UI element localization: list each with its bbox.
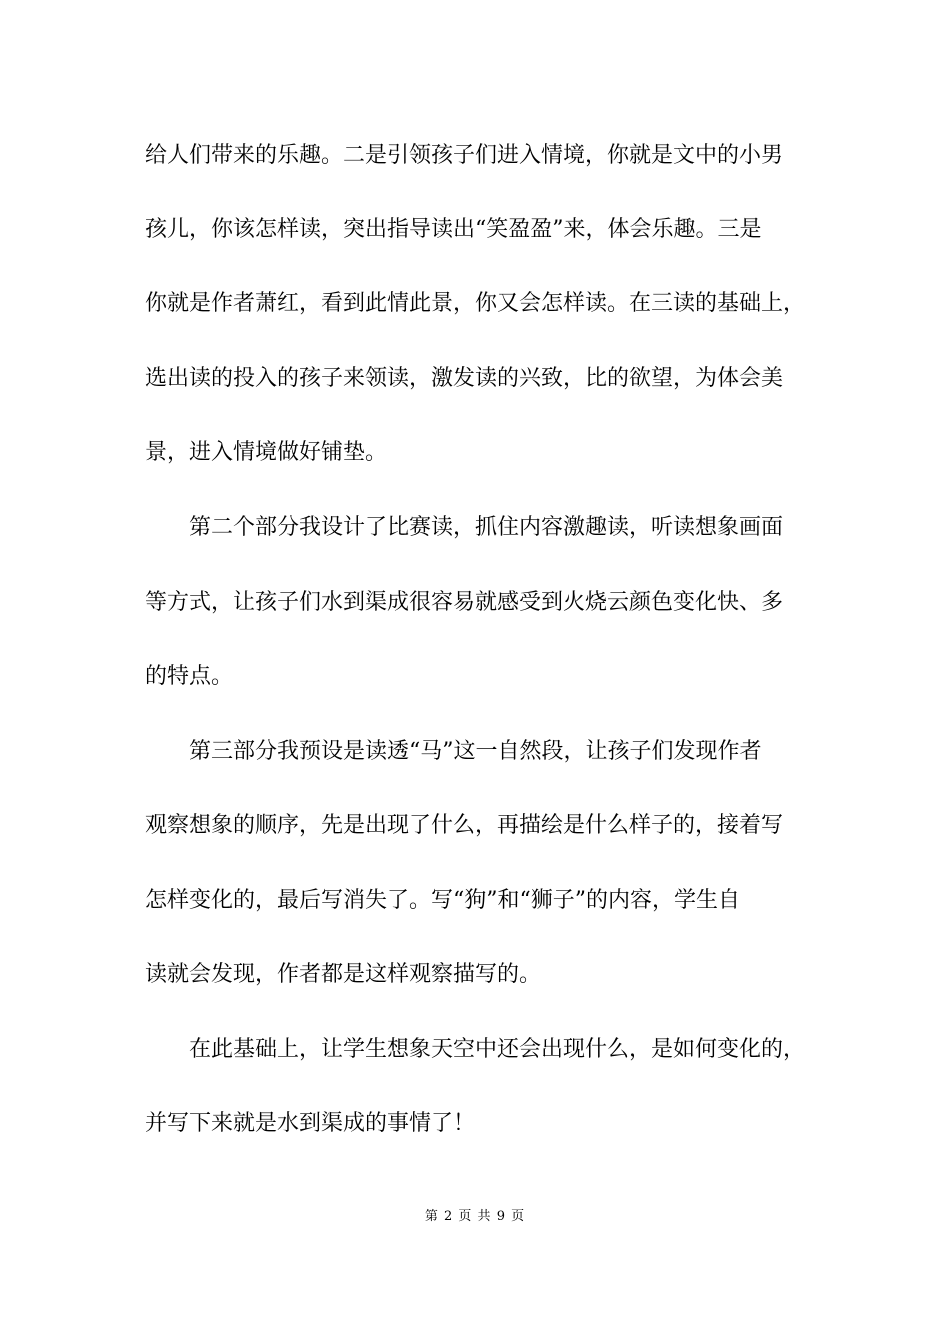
paragraph-start-line: 第二个部分我设计了比赛读，抓住内容激趣读，听读想象画面	[189, 515, 784, 540]
paragraph-start-line: 第三部分我预设是读透“马”这一自然段，让孩子们发现作者	[189, 739, 762, 764]
text-line: 观察想象的顺序，先是出现了什么，再描绘是什么样子的，接着写	[145, 813, 784, 838]
text-line: 怎样变化的，最后写消失了。写“狗”和“狮子”的内容，学生自	[145, 888, 740, 913]
page-number-footer: 第 2 页 共 9 页	[424, 1209, 526, 1224]
paragraph-start-line: 在此基础上，让学生想象天空中还会出现什么，是如何变化的，	[189, 1037, 806, 1062]
text-line: 读就会发现，作者都是这样观察描写的。	[145, 962, 542, 987]
text-line: 孩儿，你该怎样读，突出指导读出“笑盈盈”来，体会乐趣。三是	[145, 217, 762, 242]
text-line: 选出读的投入的孩子来领读，激发读的兴致，比的欲望，为体会美	[145, 366, 784, 391]
text-line: 等方式，让孩子们水到渠成很容易就感受到火烧云颜色变化快、多	[145, 590, 784, 615]
text-line: 景，进入情境做好铺垫。	[145, 440, 388, 465]
text-line: 你就是作者萧红，看到此情此景，你又会怎样读。在三读的基础上，	[145, 291, 806, 316]
text-line: 的特点。	[145, 664, 234, 689]
text-line: 并写下来就是水到渠成的事情了！	[145, 1111, 476, 1136]
text-line: 给人们带来的乐趣。二是引领孩子们进入情境，你就是文中的小男	[145, 143, 784, 168]
